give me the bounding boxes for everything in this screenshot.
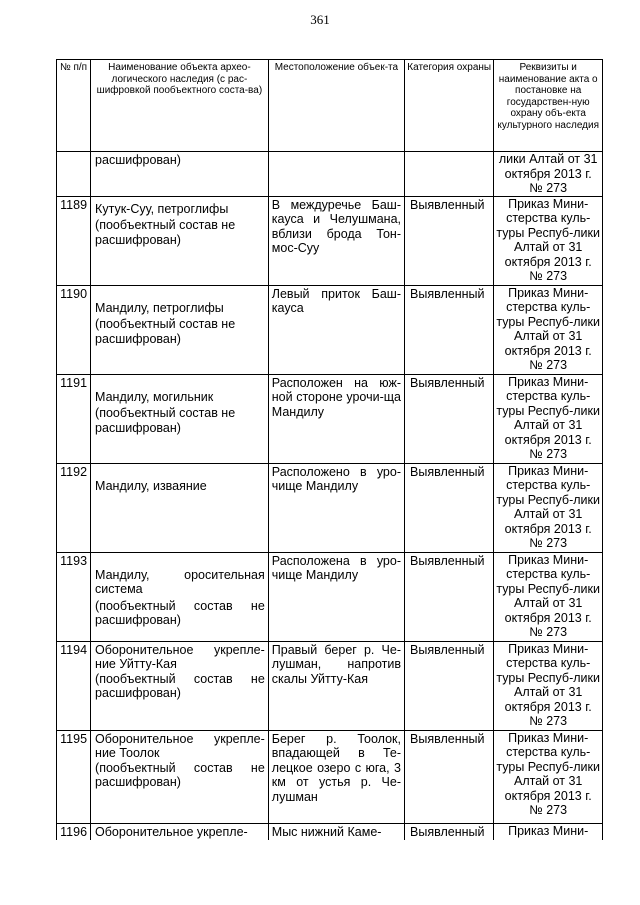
cell-location: В междуречье Баш-кауса и Челушмана, вблизи брода Тон-мос-Суу	[268, 196, 404, 285]
header-requisites: Реквизиты и наименование акта о постановке на государствен-ную охрану объ-екта культурного наследия	[494, 60, 603, 152]
cell-requisites: Приказ Мини-стерства куль-туры Респуб-лики Алтай от 31 октября 2013 г. № 273	[494, 552, 603, 641]
header-name: Наименование объекта архео-логического наследия (с рас-шифровкой пообъектного соста-ва)	[91, 60, 269, 152]
cell-num: 1194	[57, 641, 91, 730]
cell-num	[57, 152, 91, 197]
cell-name	[91, 552, 269, 641]
cell-location: Расположено в уро-чище Мандилу	[268, 463, 404, 552]
cell-requisites: Приказ Мини-стерства куль-туры Респуб-лики Алтай от 31 октября 2013 г. № 273	[494, 374, 603, 463]
cell-category: Выявленный	[405, 552, 494, 641]
header-num: № п/п	[57, 60, 91, 152]
table-row	[57, 730, 603, 823]
cell-requisites: Приказ Мини-стерства куль-туры Респуб-лики Алтай от 31 октября 2013 г. № 273	[494, 196, 603, 285]
cell-location: Расположена в уро-чище Мандилу	[268, 552, 404, 641]
table-row-continued	[57, 152, 603, 197]
cell-requisites: Приказ Мини-	[494, 823, 603, 840]
cell-name	[91, 196, 269, 285]
cell-num: 1195	[57, 730, 91, 823]
page-number: 361	[310, 12, 330, 27]
cell-location	[268, 152, 404, 197]
object-note: (пообъектный состав не расшифрован)	[95, 218, 236, 247]
cell-name	[91, 152, 269, 197]
table-row	[57, 196, 603, 285]
object-note: (пообъектный состав не расшифрован)	[95, 671, 265, 700]
cell-location: Расположен на юж-ной стороне урочи-ща Мандилу	[268, 374, 404, 463]
name-tail: расшифрован)	[95, 153, 181, 167]
object-name: Кутук-Суу, петроглифы	[95, 201, 229, 216]
cell-location: Берег р. Тоолок, впадающей в Те-лецкое озеро с юга, 3 км от устья р. Че-лушман	[268, 730, 404, 823]
object-name: Мандилу, оросительная система	[95, 567, 265, 596]
object-note: (пообъектный состав не расшифрован)	[95, 598, 265, 627]
object-note: (пообъектный состав не расшифрован)	[95, 760, 265, 789]
cell-num: 1190	[57, 285, 91, 374]
cell-num: 1189	[57, 196, 91, 285]
cell-category: Выявленный	[405, 463, 494, 552]
object-note: (пообъектный состав не расшифрован)	[95, 406, 236, 435]
cell-category: Выявленный	[405, 823, 494, 840]
cell-location: Левый приток Баш-кауса	[268, 285, 404, 374]
object-name: Оборонительное укрепле-	[95, 824, 248, 839]
object-name: Оборонительное укрепле-ние Уйтту-Кая	[95, 642, 265, 671]
table-row	[57, 552, 603, 641]
table-row	[57, 374, 603, 463]
cell-requisites: Приказ Мини-стерства куль-туры Респуб-лики Алтай от 31 октября 2013 г. № 273	[494, 641, 603, 730]
cell-name	[91, 285, 269, 374]
object-name: Мандилу, изваяние	[95, 478, 207, 493]
object-name: Мандилу, петроглифы	[95, 300, 224, 315]
table-row	[57, 463, 603, 552]
cell-name	[91, 641, 269, 730]
cell-category: Выявленный	[405, 730, 494, 823]
cell-requisites: лики Алтай от 31 октября 2013 г. № 273	[494, 152, 603, 197]
cell-name	[91, 463, 269, 552]
table-row	[57, 641, 603, 730]
cell-category	[405, 152, 494, 197]
cell-num: 1191	[57, 374, 91, 463]
header-location: Местоположение объек-та	[268, 60, 404, 152]
object-note: (пообъектный состав не расшифрован)	[95, 317, 236, 346]
cell-requisites: Приказ Мини-стерства куль-туры Респуб-лики Алтай от 31 октября 2013 г. № 273	[494, 285, 603, 374]
cell-location: Правый берег р. Че-лушман, напротив скалы Уйтту-Кая	[268, 641, 404, 730]
table-header-row	[57, 60, 603, 152]
header-category: Категория охраны	[405, 60, 494, 152]
cell-location: Мыс нижний Каме-	[268, 823, 404, 840]
cell-num: 1196	[57, 823, 91, 840]
cell-name	[91, 730, 269, 823]
object-name: Мандилу, могильник	[95, 389, 214, 404]
table-row	[57, 823, 603, 840]
cell-name	[91, 823, 269, 840]
cell-requisites: Приказ Мини-стерства куль-туры Респуб-лики Алтай от 31 октября 2013 г. № 273	[494, 463, 603, 552]
cell-requisites: Приказ Мини-стерства куль-туры Респуб-лики Алтай от 31 октября 2013 г. № 273	[494, 730, 603, 823]
heritage-table	[56, 59, 603, 840]
cell-num: 1192	[57, 463, 91, 552]
object-name: Оборонительное укрепле-ние Тоолок	[95, 731, 265, 760]
cell-category: Выявленный	[405, 374, 494, 463]
table-row	[57, 285, 603, 374]
cell-category: Выявленный	[405, 285, 494, 374]
cell-category: Выявленный	[405, 196, 494, 285]
cell-category: Выявленный	[405, 641, 494, 730]
cell-name	[91, 374, 269, 463]
cell-num: 1193	[57, 552, 91, 641]
